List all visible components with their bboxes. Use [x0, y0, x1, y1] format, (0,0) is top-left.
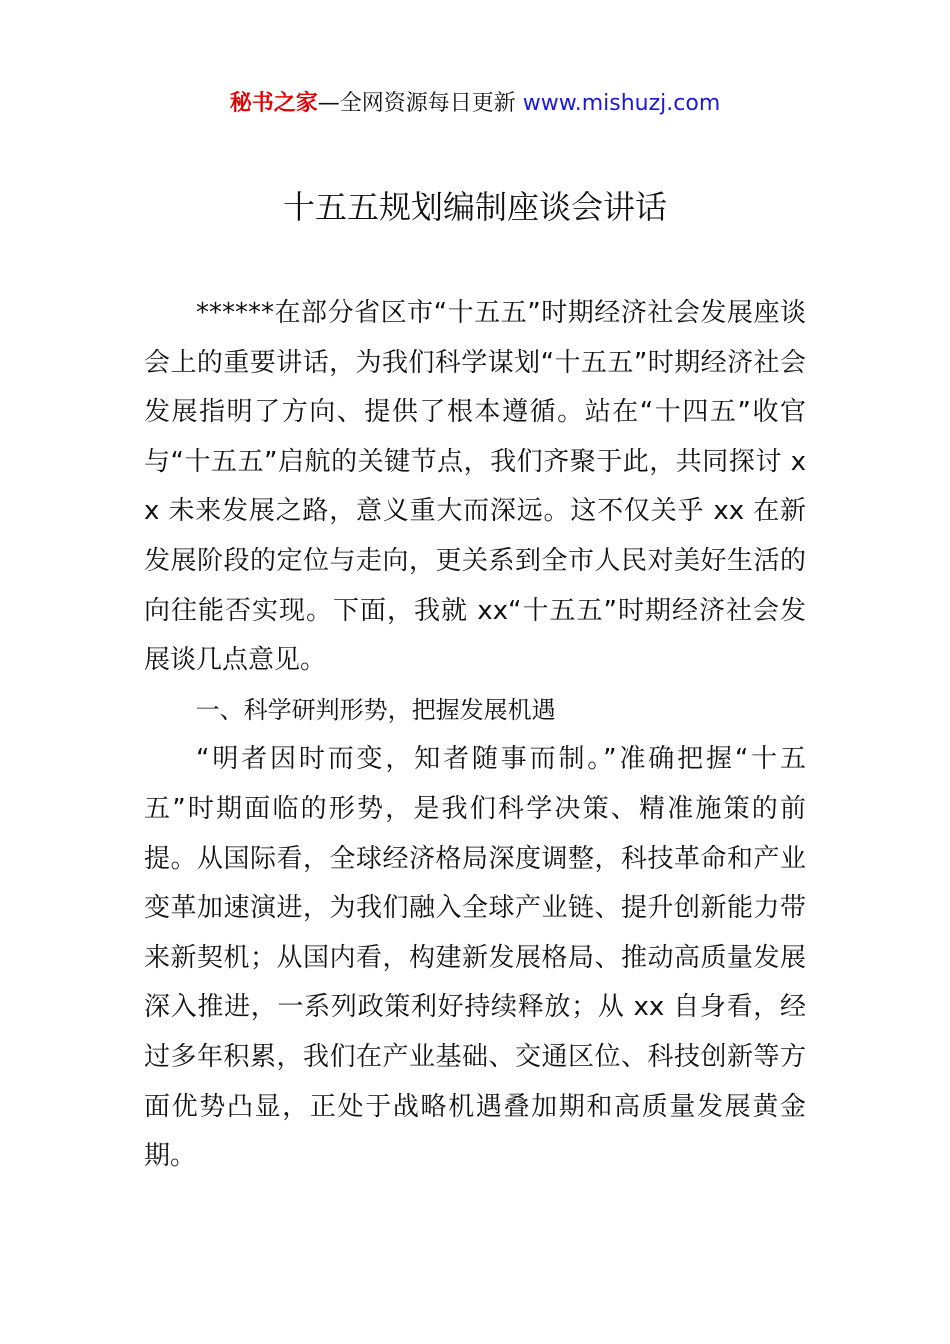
site-header	[0, 88, 950, 120]
intro-paragraph: ******在部分省区市“十五五”时期经济社会发展座谈会上的重要讲话，为我们科学谋划“十五五”时期经济社会发展指明了方向、提供了根本遵循。站在“十四五”收官与“十五五”启航的关键节点，我们齐聚于此，共同探讨 xx 未来发展之路，意义重大而深远。这不仅关乎 xx 在新发展阶段的定位与走向，更关系到全市人民对美好生活的向往能否实现。下面，我就 xx“十五五”时期经济社会发展谈几点意见。	[144, 298, 806, 676]
site-name: 秘书之家	[229, 91, 318, 116]
document-body	[144, 289, 806, 1182]
section-paragraph: “明者因时而变，知者随事而制。”准确把握“十五五”时期面临的形势，是我们科学决策、精准施策的前提。从国际看，全球经济格局深度调整，科技革命和产业变革加速演进，为我们融入全球产业链、提升创新能力带来新契机；从国内看，构建新发展格局、推动高质量发展深入推进，一系列政策利好持续释放；从 xx 自身看，经过多年积累，我们在产业基础、交通区位、科技创新等方面优势凸显，正处于战略机遇叠加期和高质量发展黄金期。	[144, 744, 806, 1172]
section-heading: 一、科学研判形势，把握发展机遇	[195, 695, 556, 724]
document-title: 十五五规划编制座谈会讲话	[282, 188, 667, 226]
site-url-link[interactable]: www.mishuzj.com	[522, 91, 721, 116]
site-tagline: —全网资源每日更新	[317, 91, 523, 116]
